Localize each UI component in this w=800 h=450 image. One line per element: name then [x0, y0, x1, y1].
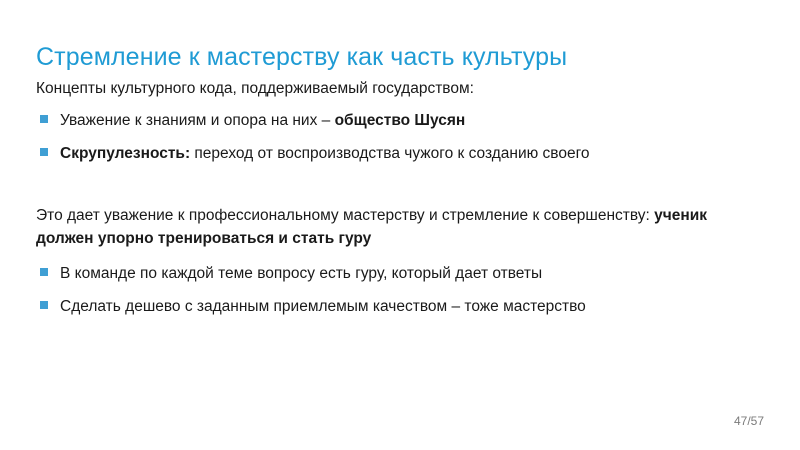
lead-paragraph: Концепты культурного кода, поддерживаемый государством:: [36, 80, 474, 97]
square-bullet-icon: [40, 115, 48, 123]
list-item-emphasis: Скрупулезность:: [60, 144, 191, 162]
list-item-text: Уважение к знаниям и опора на них –: [60, 112, 335, 130]
list-item: [36, 262, 766, 285]
list-item-text: переход от воспроизводства чужого к созданию своего: [190, 144, 590, 162]
body-paragraph: [36, 204, 726, 251]
body-paragraph-emphasis: ученик должен упорно тренироваться и стать гуру: [36, 206, 708, 248]
square-bullet-icon: [40, 301, 48, 309]
page-title: Стремление к мастерству как часть культуры: [36, 42, 568, 71]
spacer: [36, 174, 766, 204]
list-item: [36, 109, 766, 132]
list-item: [36, 295, 766, 318]
square-bullet-icon: [40, 148, 48, 156]
list-item-text: В команде по каждой теме вопросу есть гуру, который дает ответы: [60, 265, 543, 283]
square-bullet-icon: [40, 268, 48, 276]
list-item-emphasis: общество Шусян: [334, 112, 466, 130]
bullet-list-bottom: [36, 262, 766, 318]
bullet-list-top: [36, 109, 766, 165]
slide-body: [36, 78, 766, 327]
body-paragraph-text: Это дает уважение к профессиональному мастерству и стремление к совершенству:: [36, 206, 655, 224]
list-item-text: Сделать дешево с заданным приемлемым качеством – тоже мастерство: [60, 297, 586, 315]
list-item: [36, 142, 766, 165]
page-number: 47/57: [733, 414, 764, 428]
